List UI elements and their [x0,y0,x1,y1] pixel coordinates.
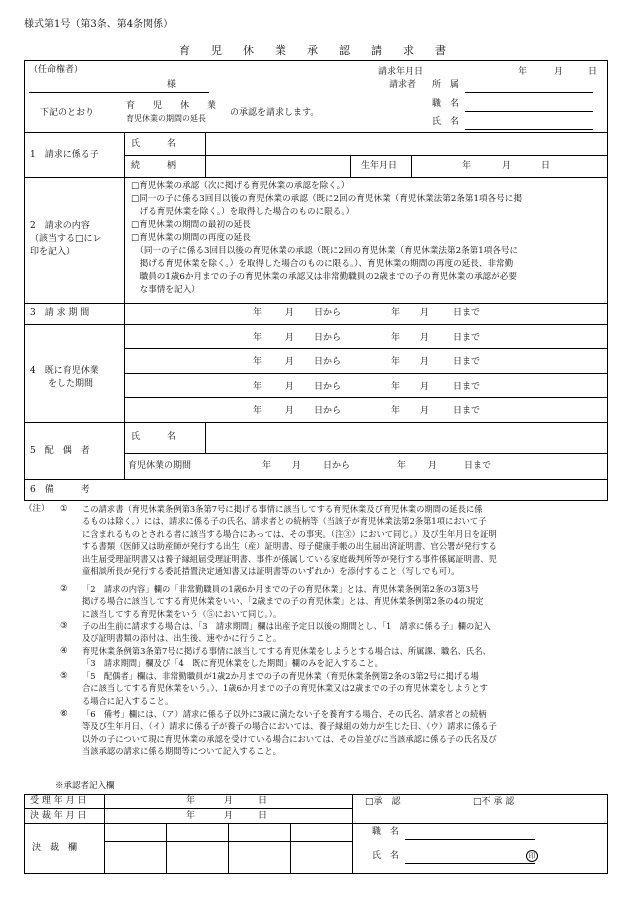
prev-period-cell-1: 月 [285,333,295,343]
request-period-cell: 年 [253,308,263,318]
note-line: この請求書（育児休業条例第3条第7号に掲げる事情に該当してする育児休業及び育児休業の期間の延長に係 [82,504,483,514]
approver-post-field [405,839,535,840]
note-line: 「3 請求期間」欄及び「4 既に育児休業をした期間」欄のみを記入すること。 [82,658,383,669]
authority-underline [29,92,209,93]
prev-period-cell-1: 月 [420,333,430,343]
content-option-1[interactable]: □育児休業の承認（次に掲げる育児休業の承認を除く。） [131,181,350,191]
period-section-label: 3 請 求 期 間 [30,308,90,318]
request-period-cell: 月 [285,308,295,318]
prev-period-cell-4: 月 [285,406,295,416]
child-section-label: 1 請求に係る子 [30,150,99,160]
remarks-section-label: 6 備 考 [30,485,90,495]
prev-period-cell-1: 年 [391,333,401,343]
note-line: 当該承認の請求に係る期間等について記入すること。 [82,746,281,757]
prev-period-cell-3: 月 [285,382,295,392]
receipt-date-label: 受 理 年 月 日 [30,796,87,806]
note-line: 出生届受理証明書又は養子縁組届受理証明書、事件が係属している家庭裁判所等が発行する事件係属証明書、児 [82,553,497,564]
child-relation-label: 続 柄 [131,161,177,171]
note-line: 「6 備考」欄には、（ア）請求に係る子以外に3歳に満たない子を養育する場合、その氏名、請求者との続柄 [82,709,487,719]
request-date-label: 請求年月日 [378,67,424,77]
content-option-3[interactable]: □育児休業の期間の最初の延長 [131,220,251,230]
seal-mark: 印 [526,850,538,862]
prev-period-cell-1: 日から [314,333,342,343]
note-line: 子の出生前に請求する場合は、「3 請求期間」欄は出産予定日以後の期間とし、「1 請求に係る子」欄の記入 [82,621,491,631]
child-name-label: 氏 名 [131,139,177,149]
note-line: るものは除く。）には、請求に係る子の氏名、請求者との続柄等（当該子が育児休業法第2条第1項において子 [82,516,487,527]
prev-period-cell-1: 日まで [453,333,481,343]
request-period-cell: 月 [420,308,430,318]
note-line: 童相談所長が発行する委託措置決定通知書又は証明書等のいずれか）を添付すること（写しでも可）。 [82,566,460,576]
requester-label: 請求者 [389,80,417,90]
note-line: 以外の子について現に育児休業の承認を受けている場合においては、その旨並びに当該承認に係る子の氏名及び [82,733,497,744]
note-line: 「2 請求の内容」欄の「非常勤職員の1歳6か月までの子の育児休業」とは、育児休業条例第2条の3第3号 [82,584,479,594]
dept-field [465,92,593,93]
prev-period-cell-2: 月 [420,357,430,367]
note-line: 等及び生年月日、（イ）請求に係る子が養子の場合においては、養子縁組の効力が生じた日、（ウ）請求に係る子 [82,721,497,732]
prev-period-cell-2: 年 [253,357,263,367]
note-line: に含まれるものとされる者に該当する場合にあっては、その事実。（注③）において同じ。）及び生年月日を証明 [82,528,497,539]
note-number: ④ [60,646,68,656]
request-period-cell: 日から [314,308,342,318]
prev-section-label: 4 既に育児休業 [30,366,99,376]
request-text: の承認を請求します。 [230,108,320,118]
authority-label: （任命権者） [29,65,84,75]
document-title: 育 児 休 業 承 認 請 求 書 [179,44,451,57]
prev-period-cell-4: 年 [391,406,401,416]
post-label: 職 名 [432,99,460,109]
prev-period-cell-4: 日から [314,406,342,416]
ikuji-text: 育 児 休 業 [126,101,217,111]
note-number: ③ [60,621,68,631]
prev-period-cell-2: 年 [391,357,401,367]
form-number: 様式第1号（第3条、第4条関係） [24,19,174,30]
prev-period-cell-2: 日まで [453,357,481,367]
spouse-period-label: 育児休業の期間 [128,461,192,471]
note-line: する書類（医師又は助産師が発行する出生（産）証明書、母子健康手帳の出生届出済証明書、官公署が発行する [82,541,497,552]
request-period-cell: 日まで [453,308,481,318]
prev-period-cell-2: 月 [285,357,295,367]
note-line: 育児休業条例第3条第7号に掲げる事情に該当してする育児休業をしようとする場合は、所属課、職名、氏名、 [82,646,491,656]
prev-period-cell-3: 年 [391,382,401,392]
note-number: ② [60,584,68,594]
spouse-name-label: 氏 名 [131,432,177,442]
decision-date-label: 決 裁 年 月 日 [30,811,87,821]
approver-post-label: 職 名 [372,827,400,837]
approver-table [24,794,608,874]
ikuji-extension-text: 育児休業の期間の延長 [126,114,206,123]
note-line: る場合に記入すること。 [82,695,174,706]
prev-period-cell-3: 月 [420,382,430,392]
name-label: 氏 名 [432,117,460,127]
post-field [465,111,593,112]
below-text: 下記のとおり [40,108,95,118]
spouse-section-label: 5 配 偶 者 [30,446,90,456]
prev-period-cell-4: 月 [420,406,430,416]
reject-checkbox[interactable]: □不 承 認 [473,797,515,807]
name-field [465,129,593,130]
approver-name-field [405,863,535,864]
prev-period-cell-3: 日まで [453,382,481,392]
note-line: 合に該当してする育児休業をいう。）、1歳6か月までの子の育児休業又は2歳までの子の育児休業をしようとす [82,683,488,694]
content-option-4[interactable]: □育児休業の期間の再度の延長 [131,233,251,243]
prev-period-cell-1: 年 [253,333,263,343]
prev-period-cell-2: 日から [314,357,342,367]
content-option-2[interactable]: □同一の子に係る3回目以後の育児休業の承認（既に2回の育児休業（育児休業法第2条第1項各号に掲 [131,194,522,204]
prev-period-cell-3: 年 [253,382,263,392]
note-line: 掲げる場合に該当してする育児休業をいい、「2歳までの子の育児休業」とは、育児休業条例第2条の4の規定 [82,596,484,607]
kessai-label: 決 裁 欄 [32,843,78,853]
approver-heading: ※承認者記入欄 [55,781,115,791]
request-period-cell: 年 [391,308,401,318]
content-section-label: 2 請求の内容 [30,221,90,231]
approver-name-label: 氏 名 [372,851,400,861]
note-number: ⑥ [60,709,68,719]
prev-period-cell-4: 年 [253,406,263,416]
notes-label: （注） [24,504,50,514]
sama-label: 様 [167,80,177,90]
approve-checkbox[interactable]: □承 認 [365,797,401,807]
prev-period-cell-4: 日まで [453,406,481,416]
note-line: 及び証明書類の添付は、出生後、速やかに行うこと。 [82,633,282,644]
note-line: に該当してする育児休業をいう（⑤において同じ。）。 [82,608,282,619]
note-number: ① [60,504,68,514]
note-line: 「5 配偶者」欄は、非常勤職員が1歳2か月までの子の育児休業（育児休業条例第2条の3第2号に掲げる場 [82,671,479,681]
prev-period-cell-3: 日から [314,382,342,392]
dept-label: 所 属 [432,80,460,90]
note-number: ⑤ [60,671,68,681]
child-birth-label: 生年月日 [361,161,398,171]
